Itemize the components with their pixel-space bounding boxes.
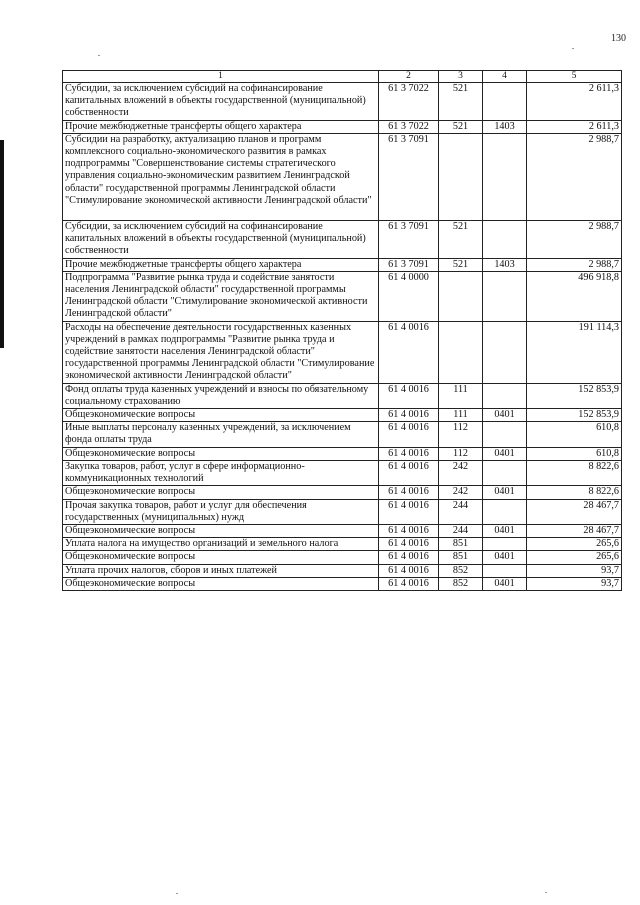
row-section-text: 0401 (494, 524, 515, 536)
row-expense-type-cell (439, 221, 483, 259)
row-expense-type-cell (439, 383, 483, 408)
row-section-cell (483, 447, 527, 460)
row-expense-type-cell (439, 486, 483, 499)
row-name-text: Общеэкономические вопросы (65, 486, 196, 498)
row-name-text: Уплата прочих налогов, сборов и иных платежей (65, 564, 278, 576)
row-expense-type-cell (439, 577, 483, 590)
row-section-text: 1403 (494, 258, 515, 270)
row-name-cell (63, 577, 379, 590)
row-expense-type-cell (439, 321, 483, 383)
row-code-cell (379, 221, 439, 259)
row-sum-text: 191 114,3 (578, 321, 619, 333)
row-section-cell (483, 383, 527, 408)
row-expense-type-text: 111 (453, 409, 468, 421)
row-expense-type-cell (439, 460, 483, 485)
row-section-cell (483, 551, 527, 564)
table-row (63, 524, 622, 537)
row-expense-type-text: 521 (452, 120, 469, 132)
row-code-cell (379, 564, 439, 577)
row-name-text: Общеэкономические вопросы (65, 551, 196, 563)
row-sum-text: 2 988,7 (588, 258, 619, 270)
row-sum-text: 496 918,8 (578, 271, 619, 283)
row-expense-type-cell (439, 538, 483, 551)
row-sum-text: 2 611,3 (588, 83, 619, 94)
row-code-cell (379, 258, 439, 271)
row-code-text: 61 4 0016 (388, 409, 429, 421)
row-code-cell (379, 551, 439, 564)
row-sum-text: 265,6 (596, 538, 619, 550)
row-name-text: Общеэкономические вопросы (65, 447, 196, 459)
row-expense-type-cell (439, 258, 483, 271)
row-expense-type-text: 244 (452, 524, 469, 536)
row-code-cell (379, 538, 439, 551)
row-name-cell (63, 422, 379, 447)
row-code-text: 61 4 0016 (388, 499, 429, 511)
row-name-text: Прочая закупка товаров, работ и услуг для обеспечения государственных (муниципальных) нужд (65, 499, 307, 523)
table-row (63, 271, 622, 321)
row-code-cell (379, 120, 439, 133)
row-section-cell (483, 321, 527, 383)
row-sum-cell (527, 383, 622, 408)
row-expense-type-text: 112 (453, 447, 468, 459)
row-code-cell (379, 422, 439, 447)
row-sum-text: 28 467,7 (583, 499, 619, 511)
row-sum-cell (527, 460, 622, 485)
row-expense-type-text: 111 (453, 383, 468, 395)
row-section-cell (483, 577, 527, 590)
row-sum-text: 2 611,3 (588, 120, 619, 132)
row-expense-type-cell (439, 133, 483, 220)
table-header-row (63, 71, 622, 83)
row-code-text: 61 3 7022 (388, 83, 429, 94)
row-name-cell (63, 499, 379, 524)
row-section-cell (483, 499, 527, 524)
row-section-cell (483, 120, 527, 133)
row-expense-type-cell (439, 271, 483, 321)
row-sum-cell (527, 447, 622, 460)
row-sum-cell (527, 486, 622, 499)
table-row (63, 321, 622, 383)
row-section-cell (483, 524, 527, 537)
row-name-cell (63, 447, 379, 460)
row-name-text: Прочие межбюджетные трансферты общего характера (65, 258, 302, 270)
row-code-cell (379, 383, 439, 408)
row-section-cell (483, 564, 527, 577)
row-expense-type-cell (439, 409, 483, 422)
row-sum-cell (527, 83, 622, 121)
row-name-text: Фонд оплаты труда казенных учреждений и взносы по обязательному социальному страхованию (65, 383, 369, 407)
table-row (63, 460, 622, 485)
row-name-text: Общеэкономические вопросы (65, 409, 196, 421)
row-expense-type-text: 242 (452, 486, 469, 498)
row-sum-cell (527, 271, 622, 321)
row-name-cell (63, 409, 379, 422)
table-row (63, 499, 622, 524)
row-name-text: Общеэкономические вопросы (65, 524, 196, 536)
table-row (63, 221, 622, 259)
row-code-text: 61 3 7022 (388, 120, 429, 132)
row-sum-text: 610,8 (596, 447, 619, 459)
row-expense-type-cell (439, 422, 483, 447)
row-code-text: 61 3 7091 (388, 258, 429, 270)
scan-speck (176, 893, 178, 894)
row-code-cell (379, 460, 439, 485)
row-code-cell (379, 321, 439, 383)
row-expense-type-cell (439, 447, 483, 460)
row-expense-type-text: 244 (452, 499, 469, 511)
row-expense-type-text: 112 (453, 422, 468, 434)
row-name-cell (63, 83, 379, 121)
header-col-5: 5 (527, 71, 622, 83)
row-section-cell (483, 486, 527, 499)
row-sum-cell (527, 538, 622, 551)
row-expense-type-cell (439, 564, 483, 577)
row-code-cell (379, 271, 439, 321)
row-name-cell (63, 538, 379, 551)
row-sum-cell (527, 221, 622, 259)
row-code-text: 61 4 0016 (388, 447, 429, 459)
row-sum-text: 265,6 (596, 551, 619, 563)
row-sum-text: 28 467,7 (583, 524, 619, 536)
row-name-text: Расходы на обеспечение деятельности государственных казенных учреждений в рамках подпрограммы "Развитие рынка труда и содействие занятости населения Ленинградской области" государственной программы Ленинградской области "Стимулирование экономической активности Ленинградской области" (65, 321, 375, 382)
row-sum-cell (527, 409, 622, 422)
row-code-text: 61 4 0016 (388, 383, 429, 395)
row-code-text: 61 4 0016 (388, 551, 429, 563)
row-code-text: 61 4 0016 (388, 577, 429, 589)
row-name-text: Общеэкономические вопросы (65, 577, 196, 589)
row-name-text: Прочие межбюджетные трансферты общего характера (65, 120, 302, 132)
row-name-cell (63, 460, 379, 485)
row-expense-type-text: 521 (452, 83, 469, 94)
row-name-cell (63, 383, 379, 408)
row-sum-cell (527, 524, 622, 537)
row-expense-type-text: 521 (452, 258, 469, 270)
row-sum-text: 8 822,6 (588, 486, 619, 498)
row-sum-cell (527, 577, 622, 590)
row-code-cell (379, 524, 439, 537)
row-sum-text: 2 988,7 (588, 221, 619, 233)
row-sum-cell (527, 321, 622, 383)
row-name-text: Субсидии на разработку, актуализацию планов и программ комплексного социально-экономического развития в рамках подпрограммы "Совершенствование системы стратегического управления социально-экономическим развитием Ленинградской области" государственной программы Ленинградской области "Стимулирование экономической активности Ленинградской области" (65, 133, 372, 206)
row-sum-text: 610,8 (596, 422, 619, 434)
row-name-text: Подпрограмма "Развитие рынка труда и содействие занятости населения Ленинградской области" государственной программы Ленинградской области "Стимулирование экономической активности Ленинградской области" (65, 271, 368, 320)
row-code-text: 61 4 0016 (388, 460, 429, 472)
row-name-cell (63, 551, 379, 564)
table-row (63, 258, 622, 271)
row-code-cell (379, 486, 439, 499)
row-name-cell (63, 258, 379, 271)
header-col-3: 3 (439, 71, 483, 83)
row-section-cell (483, 271, 527, 321)
row-sum-text: 93,7 (601, 564, 619, 576)
row-expense-type-text: 852 (452, 577, 469, 589)
table-row (63, 447, 622, 460)
row-name-cell (63, 133, 379, 220)
cell-spacer (65, 207, 376, 220)
row-expense-type-text: 851 (452, 538, 469, 550)
header-col-1: 1 (63, 71, 379, 83)
row-section-text: 1403 (494, 120, 515, 132)
row-section-cell (483, 133, 527, 220)
row-code-cell (379, 409, 439, 422)
row-section-cell (483, 409, 527, 422)
row-expense-type-text: 521 (452, 221, 469, 233)
row-expense-type-text: 851 (452, 551, 469, 563)
page-number: 130 (611, 33, 626, 44)
row-sum-cell (527, 258, 622, 271)
row-sum-cell (527, 422, 622, 447)
row-code-text: 61 4 0016 (388, 524, 429, 536)
row-name-text: Субсидии, за исключением субсидий на софинансирование капитальных вложений в объекты государственной (муниципальной) собственности (65, 221, 366, 257)
table-row (63, 538, 622, 551)
table-row (63, 133, 622, 220)
row-sum-text: 152 853,9 (578, 409, 619, 421)
row-code-text: 61 4 0016 (388, 486, 429, 498)
row-code-cell (379, 133, 439, 220)
table-body (63, 71, 622, 591)
table-row (63, 120, 622, 133)
row-name-text: Закупка товаров, работ, услуг в сфере информационно-коммуникационных технологий (65, 460, 305, 485)
row-expense-type-text: 852 (452, 564, 469, 576)
row-code-text: 61 4 0000 (388, 271, 429, 283)
row-sum-text: 8 822,6 (588, 460, 619, 472)
row-code-cell (379, 83, 439, 121)
row-name-cell (63, 271, 379, 321)
table-row (63, 564, 622, 577)
row-section-text: 0401 (494, 486, 515, 498)
row-name-cell (63, 321, 379, 383)
row-sum-text: 2 988,7 (588, 133, 619, 145)
row-name-cell (63, 524, 379, 537)
row-section-cell (483, 538, 527, 551)
row-name-text: Субсидии, за исключением субсидий на софинансирование капитальных вложений в объекты государственной (муниципальной) собственности (65, 83, 366, 119)
row-name-text: Иные выплаты персоналу казенных учреждений, за исключением фонда оплаты труда (65, 422, 351, 446)
table-row (63, 577, 622, 590)
row-section-cell (483, 460, 527, 485)
table-row (63, 551, 622, 564)
row-section-cell (483, 221, 527, 259)
row-sum-cell (527, 564, 622, 577)
header-col-4: 4 (483, 71, 527, 83)
row-expense-type-cell (439, 120, 483, 133)
row-sum-cell (527, 133, 622, 220)
row-sum-text: 152 853,9 (578, 383, 619, 395)
table-row (63, 422, 622, 447)
scan-speck (572, 48, 574, 49)
row-expense-type-cell (439, 551, 483, 564)
header-col-2: 2 (379, 71, 439, 83)
table-row (63, 486, 622, 499)
row-sum-text: 93,7 (601, 577, 619, 589)
row-section-cell (483, 83, 527, 121)
row-expense-type-cell (439, 499, 483, 524)
row-name-text: Уплата налога на имущество организаций и земельного налога (65, 538, 339, 550)
row-section-text: 0401 (494, 577, 515, 589)
row-name-cell (63, 221, 379, 259)
row-name-cell (63, 564, 379, 577)
row-name-cell (63, 120, 379, 133)
row-code-cell (379, 577, 439, 590)
row-section-cell (483, 258, 527, 271)
row-code-text: 61 4 0016 (388, 321, 429, 333)
scan-edge-mark (0, 140, 4, 348)
row-code-text: 61 4 0016 (388, 422, 429, 434)
row-name-cell (63, 486, 379, 499)
row-expense-type-cell (439, 83, 483, 121)
row-sum-cell (527, 120, 622, 133)
row-code-text: 61 4 0016 (388, 538, 429, 550)
row-sum-cell (527, 499, 622, 524)
row-code-text: 61 3 7091 (388, 133, 429, 145)
scan-speck (98, 55, 100, 56)
row-expense-type-cell (439, 524, 483, 537)
row-section-text: 0401 (494, 447, 515, 459)
row-code-text: 61 4 0016 (388, 564, 429, 576)
budget-table (62, 70, 622, 591)
row-code-cell (379, 447, 439, 460)
scan-speck (545, 892, 547, 893)
row-section-text: 0401 (494, 409, 515, 421)
table-row (63, 383, 622, 408)
table-row (63, 409, 622, 422)
row-sum-cell (527, 551, 622, 564)
table-row (63, 83, 622, 121)
row-expense-type-text: 242 (452, 460, 469, 472)
row-code-cell (379, 499, 439, 524)
row-section-cell (483, 422, 527, 447)
row-section-text: 0401 (494, 551, 515, 563)
row-code-text: 61 3 7091 (388, 221, 429, 233)
